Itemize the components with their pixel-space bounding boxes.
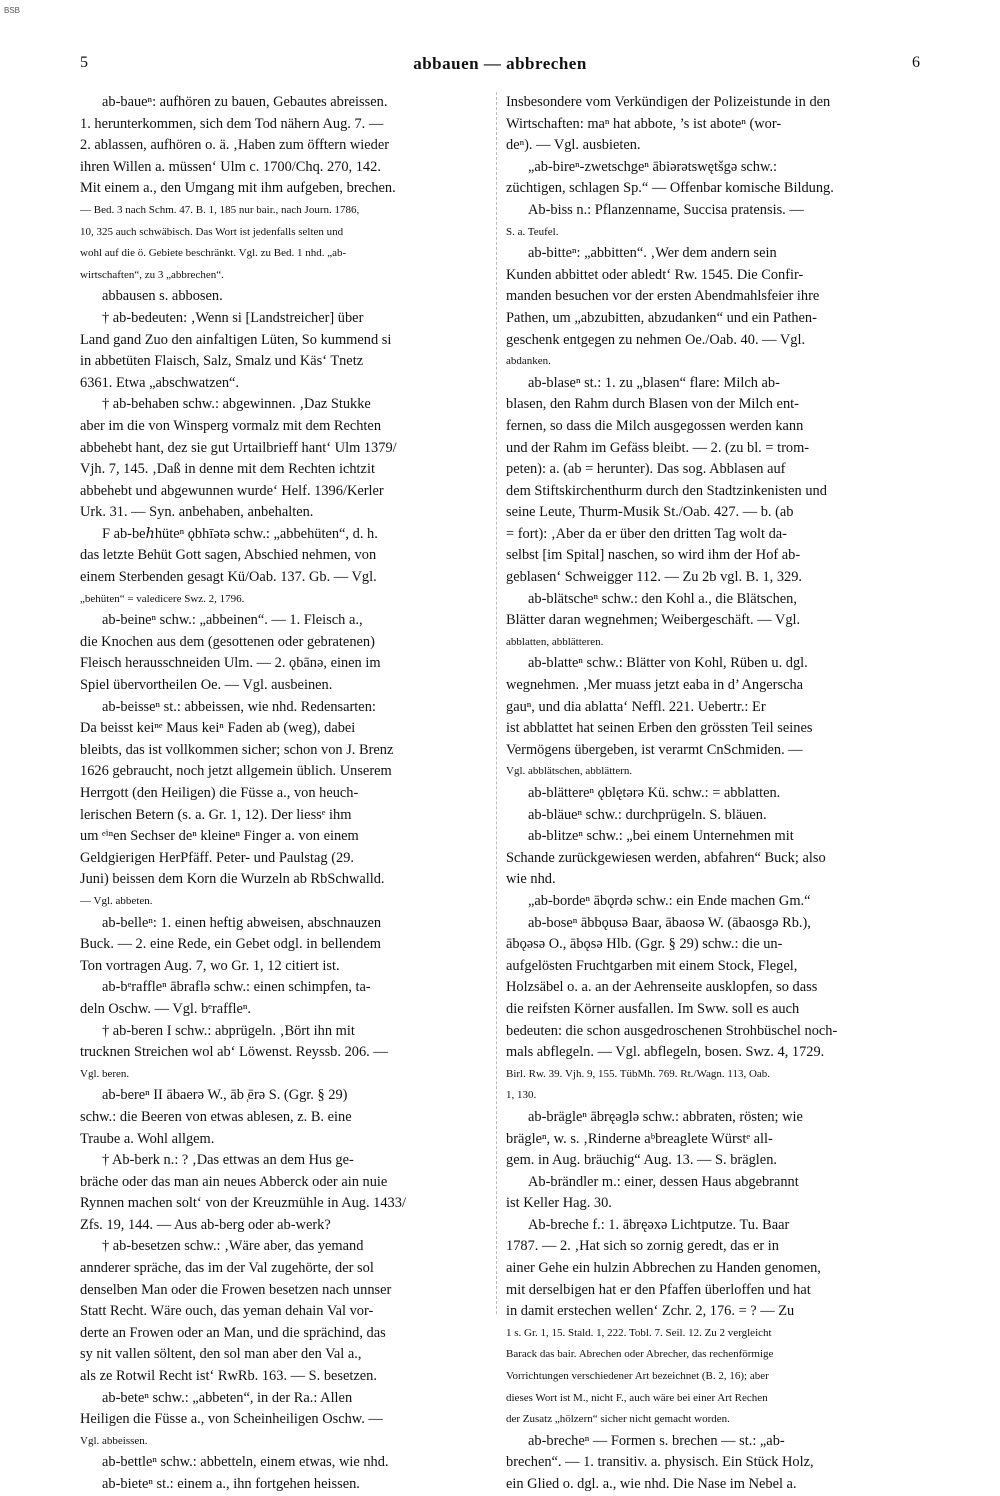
text-line: ab-blätscheⁿ schw.: den Kohl a., die Blätschen, [528, 590, 797, 607]
text-line: blasen, den Rahm durch Blasen von der Milch ent- [506, 396, 799, 413]
text-line: 1, 130. [506, 1089, 537, 1102]
text-line: fernen, so dass die Milch ausgegossen werden kann [506, 417, 804, 434]
text-line: geschenk entgegen zu nehmen Oe./Oab. 40. — Vgl. [506, 331, 806, 348]
text-line: die Knochen aus dem (gesottenen oder gebratenen) [80, 633, 375, 650]
page-number-right: 6 [912, 54, 920, 71]
text-line: Kunden abbittet oder abledt‘ Rw. 1545. Die Confir- [506, 266, 804, 283]
text-line: † ab-behaben schw.: abgewinnen. ‚Daz Stukke [102, 396, 371, 413]
text-line: Rynnen machen solt‘ von der Kreuzmühle in Aug. 1433/ [80, 1195, 406, 1212]
text-line: gauⁿ, und dia ablatta‘ Neffl. 221. Uebertr.: Er [506, 698, 766, 715]
text-line: Insbesondere vom Verkündigen der Polizeistunde in den [506, 94, 831, 110]
text-line: schw.: die Beeren von etwas ablesen, z. B. eine [80, 1108, 352, 1125]
text-line: Fleisch herausschneiden Ulm. — 2. ǫbānə, einen im [80, 655, 381, 672]
text-line: Vgl. beren. [80, 1067, 130, 1080]
text-line: ābǫəsə O., ābǫsə Hlb. (Ggr. § 29) schw.: die un- [506, 936, 783, 953]
text-line: Schande zurückgewiesen werden, abfahren“ Buck; also [506, 849, 826, 866]
text-line: bedeuten: die schon ausgedroschenen Strohbüschel noch- [506, 1022, 838, 1039]
text-line: ist abblattet hat seinen Erben den grössten Teil seines [506, 720, 813, 737]
text-line: Spiel übervortheilen Oe. — Vgl. ausbeinen. [80, 677, 333, 694]
text-line: „behüten“ = valedicere Swz. 2, 1796. [80, 592, 245, 605]
text-line: in damit erstechen wellen‘ Zchr. 2, 176. = ? — Zu [506, 1303, 795, 1320]
text-line: 2. ablassen, aufhören o. ä. ‚Haben zum öfftern wieder [80, 137, 390, 154]
text-line: brägleⁿ, w. s. ‚Rinderne aᵇbreaglete Würstᵉ all- [506, 1130, 773, 1147]
text-line: Birl. Rw. 39. Vjh. 9, 155. TübMh. 769. Rt./Wagn. 113, Oab. [506, 1067, 771, 1080]
text-line: züchtigen, schlagen Sp.“ — Offenbar komische Bildung. [506, 180, 834, 197]
text-line: ab-blitzeⁿ schw.: „bei einem Unternehmen mit [528, 828, 794, 845]
text-line: ein Glied o. dgl. a., wie nhd. Die Nase im Nebel a. [506, 1476, 797, 1492]
text-line: annderer spräche, das im der Val zugehörte, der sol [80, 1260, 374, 1277]
text-line: ab-blaseⁿ st.: 1. zu „blasen“ flare: Milch ab- [528, 374, 780, 391]
text-line: Buck. — 2. eine Rede, ein Gebet odgl. in bellendem [80, 936, 381, 953]
text-line: Vgl. abbeissen. [80, 1434, 148, 1447]
text-line: ab-beteⁿ schw.: „abbeten“, in der Ra.: Allen [102, 1389, 353, 1406]
text-line: ab-bläueⁿ schw.: durchprügeln. S. bläuen. [528, 806, 767, 823]
text-line: bräche oder das man ain neues Abberck oder ain nuie [80, 1173, 388, 1190]
text-line: Land gand Zuo den ainfaltigen Lüten, So kummend si [80, 331, 392, 348]
text-line: einem Sterbenden gesagt Kü/Oab. 137. Gb. — Vgl. [80, 569, 377, 586]
text-line: Ab-biss n.: Pflanzenname, Succisa pratensis. — [528, 201, 804, 218]
text-line: wohl auf die ö. Gebiete beschränkt. Vgl. zu Bed. 1 nhd. „ab- [80, 247, 347, 260]
text-line: Zfs. 19, 144. — Aus ab-berg oder ab-werk? [80, 1216, 331, 1233]
text-line: ab-bereⁿ II ābaerə W., āb ̜ērə S. (Ggr. § 29) [102, 1087, 348, 1104]
text-line: dem Stiftskirchenthurm durch den Stadtzinkenisten und [506, 482, 827, 499]
text-line: ab-blatteⁿ schw.: Blätter von Kohl, Rüben u. dgl. [528, 655, 808, 672]
text-line: abbehebt hant, dez sie gut Urtailbrieff hant‘ Ulm 1379/ [80, 439, 397, 456]
text-line: deln Oschw. — Vgl. bᵉraffleⁿ. [80, 1000, 252, 1017]
text-line: ab-beineⁿ schw.: „abbeinen“. — 1. Fleisch a., [102, 612, 363, 629]
text-line: und der Rahm im Gefäss bleibt. — 2. (zu bl. = trom- [506, 439, 810, 456]
text-line: ihren Willen a. müssen‘ Ulm c. 1700/Chq. 270, 142. [80, 158, 381, 175]
text-line: ab-belleⁿ: 1. einen heftig abweisen, abschnauzen [102, 914, 382, 931]
text-line: derte an Frowen oder an Man, und die sprächind, das [80, 1324, 386, 1341]
text-line: bleibts, das ist vollkommen sicher; schon von J. Brenz [80, 741, 394, 758]
text-line: ab-blättereⁿ ǫblętərə Kü. schw.: = abblatten. [528, 785, 781, 801]
text-line: Ton vortragen Aug. 7, wo Gr. 1, 12 citiert ist. [80, 957, 340, 974]
text-line: 1. herunterkommen, sich dem Tod nähern Aug. 7. — [80, 115, 384, 132]
text-line: das letzte Behüt Gott sagen, Abschied nehmen, von [80, 547, 377, 564]
text-line: Barack das bair. Abrechen oder Abrecher, das rechenförmige [506, 1348, 774, 1361]
text-line: Vorrichtungen verschiedener Art bezeichnet (B. 2, 16); aber [506, 1370, 769, 1383]
text-line: Urk. 31. — Syn. anbehaben, anbehalten. [80, 504, 314, 521]
page-title: abbauen — abbrechen [413, 54, 587, 73]
text-line: Da beisst keiⁿᵉ Maus keiⁿ Faden ab (weg), dabei [80, 720, 356, 737]
text-line: brechen“. — 1. transitiv. a. physisch. Ein Stück Holz, [506, 1454, 814, 1471]
text-line: selbst [im Spital] naschen, so wird ihm der Hof ab- [506, 547, 801, 564]
text-line: † ab-besetzen schw.: ‚Wäre aber, das yemand [102, 1238, 364, 1255]
text-line: 1 s. Gr. 1, 15. Stald. 1, 222. Tobl. 7. Seil. 12. Zu 2 vergleicht [506, 1326, 772, 1339]
text-line: die reifsten Körner ausfallen. Im Sww. soll es auch [506, 1000, 800, 1017]
text-line: wegnehmen. ‚Mer muass jetzt eaba in d’ Angerscha [506, 677, 804, 694]
text-line: wie nhd. [506, 871, 556, 888]
text-line: ab-bᵉraffleⁿ ābraflə schw.: einen schimpfen, ta- [102, 979, 371, 996]
text-line: denselben Man oder die Frowen besetzen nach unnser [80, 1281, 392, 1298]
library-stamp: BSB [4, 6, 21, 15]
text-line: = fort): ‚Aber da er über den dritten Tag wolt da- [506, 525, 787, 542]
text-line: um ᵉⁱⁿen Sechser deⁿ kleineⁿ Finger a. von einem [80, 828, 359, 845]
text-line: wirtschaften“, zu 3 „abbrechen“. [80, 268, 224, 281]
text-line: gem. in Aug. bräuchig“ Aug. 13. — S. bräglen. [506, 1152, 777, 1169]
left-column [80, 92, 498, 1496]
page-number-left: 5 [80, 54, 88, 71]
text-line: abblatten, abblätteren. [506, 635, 604, 648]
text-line: Blätter daran wegnehmen; Weibergeschäft. — Vgl. [506, 612, 801, 629]
text-line: — Vgl. abbeten. [80, 894, 153, 907]
text-line: ab-bitteⁿ: „abbitten“. ‚Wer dem andern sein [528, 245, 777, 262]
text-line: 1787. — 2. ‚Hat sich so zornig geredt, das er in [506, 1238, 779, 1255]
text-line: Vjh. 7, 145. ‚Daß in denne mit dem Rechten ichtzit [80, 461, 375, 478]
text-line: abbausen s. abbosen. [102, 288, 223, 305]
text-line: abbehebt und abgewunnen wurde‘ Helf. 1396/Kerler [80, 482, 384, 499]
text-line: Juni) beissen dem Korn die Wurzeln ab RbSchwalld. [80, 871, 385, 888]
text-line: Statt Recht. Wäre ouch, das yeman dehain Val vor- [80, 1303, 374, 1320]
text-line: sy nit vallen söltent, den sol man aber den Val a., [80, 1346, 362, 1363]
text-line: ab-beisseⁿ st.: abbeissen, wie nhd. Redensarten: [102, 698, 376, 715]
text-line: aufgelösten Fruchtgarben mit einem Stock, Flegel, [506, 957, 798, 974]
right-column [506, 92, 924, 1496]
text-line: mals abflegeln. — Vgl. abflegeln, bosen. Swz. 4, 1729. [506, 1044, 825, 1061]
text-line: seine Leute, Thurm-Musik St./Oab. 427. — b. (ab [506, 504, 794, 521]
text-line: in abbetüten Flaisch, Salz, Smalz und Käs‘ Tnetz [80, 353, 364, 370]
text-line: Ab-breche f.: 1. ābręəxə Lichtputze. Tu. Baar [528, 1216, 790, 1233]
text-line: Heiligen die Füsse a., von Scheinheiligen Oschw. — [80, 1411, 383, 1428]
text-line: Ab-brändler m.: einer, dessen Haus abgebrannt [528, 1173, 799, 1190]
text-line: „ab-bireⁿ-zwetschgeⁿ ābiərətswętšgə schw.: [528, 158, 778, 175]
text-line: ist Keller Hag. 30. [506, 1195, 612, 1212]
text-line: ainer Gehe ein hulzin Abbrechen zu Handen genomen, [506, 1260, 821, 1277]
text-line: ab-brecheⁿ — Formen s. brechen — st.: „ab- [528, 1432, 785, 1449]
text-line: geblasen‘ Schweigger 112. — Zu 2b vgl. B. 1, 329. [506, 569, 803, 586]
text-line: der Zusatz „hölzern“ sicher nicht gemacht worden. [506, 1413, 730, 1426]
text-line: † Ab-berk n.: ? ‚Das ettwas an dem Hus ge- [102, 1152, 354, 1169]
text-line: ab-bieteⁿ st.: einem a., ihn fortgehen heissen. [102, 1476, 360, 1492]
text-line: Mit einem a., den Umgang mit ihm aufgeben, brechen. [80, 180, 396, 197]
text-line: F ab-beℎhüteⁿ ǫbhīətə schw.: „abbehüten“, d. h. [102, 525, 378, 542]
text-line: deⁿ). — Vgl. ausbieten. [506, 137, 641, 154]
text-line: als ze Rotwil Recht ist‘ RwRb. 163. — S. besetzen. [80, 1368, 377, 1385]
text-line: S. a. Teufel. [506, 225, 559, 238]
text-line: † ab-bedeuten: ‚Wenn si [Landstreicher] über [102, 309, 364, 326]
text-line: „ab-bordeⁿ ābǫrdə schw.: ein Ende machen Gm.“ [528, 892, 811, 909]
text-line: abdanken. [506, 355, 551, 368]
text-line: 1626 gebraucht, noch jetzt allgemein üblich. Unserem [80, 763, 392, 780]
text-line: peten): a. (ab = herunter). Das sog. Abblasen auf [506, 461, 786, 478]
text-line: Holzsäbel o. a. an der Aehrenseite ausklopfen, so dass [506, 979, 818, 996]
text-line: Geldgierigen HerPfäff. Peter- und Paulstag (29. [80, 849, 354, 866]
text-line: — Bed. 3 nach Schm. 47. B. 1, 185 nur bair., nach Journ. 1786, [80, 203, 360, 216]
text-line: dieses Wort ist M., nicht F., auch wäre bei einer Art Rechen [506, 1391, 768, 1404]
text-line: † ab-beren I schw.: abprügeln. ‚Bört ihn mit [102, 1022, 355, 1039]
text-line: trucknen Streichen wol ab‘ Löwenst. Reyssb. 206. — [80, 1044, 388, 1061]
text-line: ab-boseⁿ ābbǫusə Baar, ābaosə W. (ābaosgə Rb.), [528, 914, 811, 931]
text-line: aber im die von Winsperg vormalz mit dem Rechten [80, 417, 382, 434]
text-line: Traube a. Wohl allgem. [80, 1130, 215, 1147]
text-line: 10, 325 auch schwäbisch. Das Wort ist jedenfalls selten und [80, 225, 344, 238]
text-line: lerischen Betern (s. a. Gr. 1, 12). Der liessᵉ ihm [80, 806, 352, 823]
text-line: Vermögens übergeben, ist verarmt CnSchmiden. — [506, 741, 803, 758]
text-line: 6361. Etwa „abschwatzen“. [80, 374, 240, 391]
text-line: manden besuchen vor der ersten Abendmahlsfeier ihre [506, 288, 820, 305]
text-line: Vgl. abblätschen, abblättern. [506, 765, 633, 778]
text-line: ab-bettleⁿ schw.: abbetteln, einem etwas, wie nhd. [102, 1454, 389, 1471]
text-line: Pathen, um „abzubitten, abzudanken“ und ein Pathen- [506, 309, 817, 326]
text-line: ab-brägleⁿ ābręəglə schw.: abbraten, rösten; wie [528, 1108, 803, 1125]
text-line: mit derselbigen hat er den Pfaffen überloffen und hat [506, 1281, 811, 1298]
text-line: Wirtschaften: maⁿ hat abbote, ’s ist aboteⁿ (wor- [506, 115, 782, 132]
text-line: ab-baueⁿ: aufhören zu bauen, Gebautes abreissen. [102, 94, 388, 110]
text-line: Herrgott (den Heiligen) die Füsse a., von heuch- [80, 785, 359, 801]
